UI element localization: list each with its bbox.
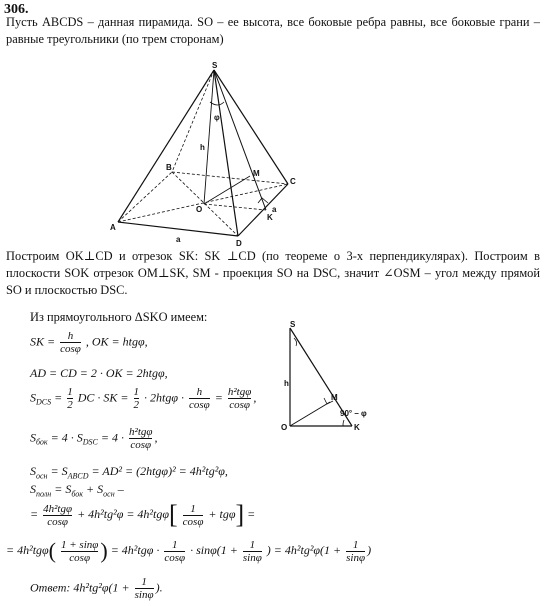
triangle-figure [272, 320, 372, 440]
tri-m-label: M [331, 393, 338, 402]
formula-spoln: $S_{полн} = S_{бок} + S_{осн}$ – [30, 482, 124, 499]
answer-line: Ответ: 4h²tg²φ(1 + $\frac{1}{\sin\varphi}$ ). [30, 576, 163, 601]
tri-angle-label: 90° – φ [340, 409, 367, 418]
construction-text: Построим OK⊥CD и отрезок SK: SK ⊥CD (по теореме о 3-х перпендикулярах). Построим в плоскости SOK отрезок OM⊥SK, SM - проекция SO на DSC, значит ∠OSM – угол между прямой SO и плоскостью DSC. [6, 249, 540, 297]
vertex-s-label: S [212, 62, 218, 70]
formula-sosn: $S_{осн} = S_{ABCD} = AD^2 = (2htg\varphi)^2 = 4h^2tg^2\varphi$, [30, 464, 228, 481]
tri-k-label: K [354, 423, 360, 432]
intro-text: Пусть ABCDS – данная пирамида. SO – ее высота, все боковые ребра равны, все боковые грани – равные треугольники (по трем сторонам) [6, 15, 540, 46]
problem-number: 306. [4, 2, 29, 17]
formula-line7: = $\frac{\text{4h²tgφ}}{\cos\varphi}$ + 4h²tg²φ = 4h²tgφ[ $\frac{1}{\cos\varphi}$ + tgφ] = [30, 500, 256, 529]
base-a-label: a [176, 235, 181, 244]
angle-phi-label: φ [214, 113, 220, 122]
tri-o-label: O [281, 423, 288, 432]
point-k-label: K [267, 213, 273, 222]
tri-s-label: S [290, 320, 296, 329]
vertex-a-label: A [110, 223, 116, 232]
height-h-label: h [200, 143, 205, 152]
formula-ad: AD = CD = 2 · OK = 2htgφ, [30, 366, 168, 380]
triangle-intro: Из прямоугольного ΔSKO имеем: [30, 310, 208, 324]
formula-sbok: $S_{бок} = 4 \cdot S_{DSC} = 4$ · $\frac{\text{h²tgφ}}{\cos\varphi}$ , [30, 426, 158, 451]
formula-line8: = 4h²tgφ( $\frac{1 + \sin\varphi}{\cos\varphi}$ ) = 4h²tgφ · $\frac{1}{\cos\varphi}$ · sinφ(1 + $\frac{1}{\sin\varphi}$ ) = 4h²tg²φ(1 + $\frac{1}{\sin\varphi}$ ) [6, 538, 372, 564]
formula-sdcs: $S_{DCS}$ = $\frac{1}{2}$ DC · SK = $\frac{1}{2}$ · 2htgφ · $\frac{h}{\cos\varphi}$ = $\frac{\text{h²tgφ}}{\cos\varphi}$ , [30, 386, 257, 411]
side-a-label: a [272, 205, 277, 214]
vertex-b-label: B [166, 163, 172, 172]
vertex-d-label: D [236, 239, 242, 248]
vertex-c-label: C [290, 177, 296, 186]
answer-label: Ответ: [30, 580, 71, 595]
point-m-label: M [253, 169, 260, 178]
tri-h-label: h [284, 379, 289, 388]
formula-sk: SK = $\frac{h}{\cos\varphi}$ , OK = htgφ, [30, 330, 148, 355]
point-o-label: O [196, 205, 203, 214]
pyramid-figure [110, 62, 310, 248]
